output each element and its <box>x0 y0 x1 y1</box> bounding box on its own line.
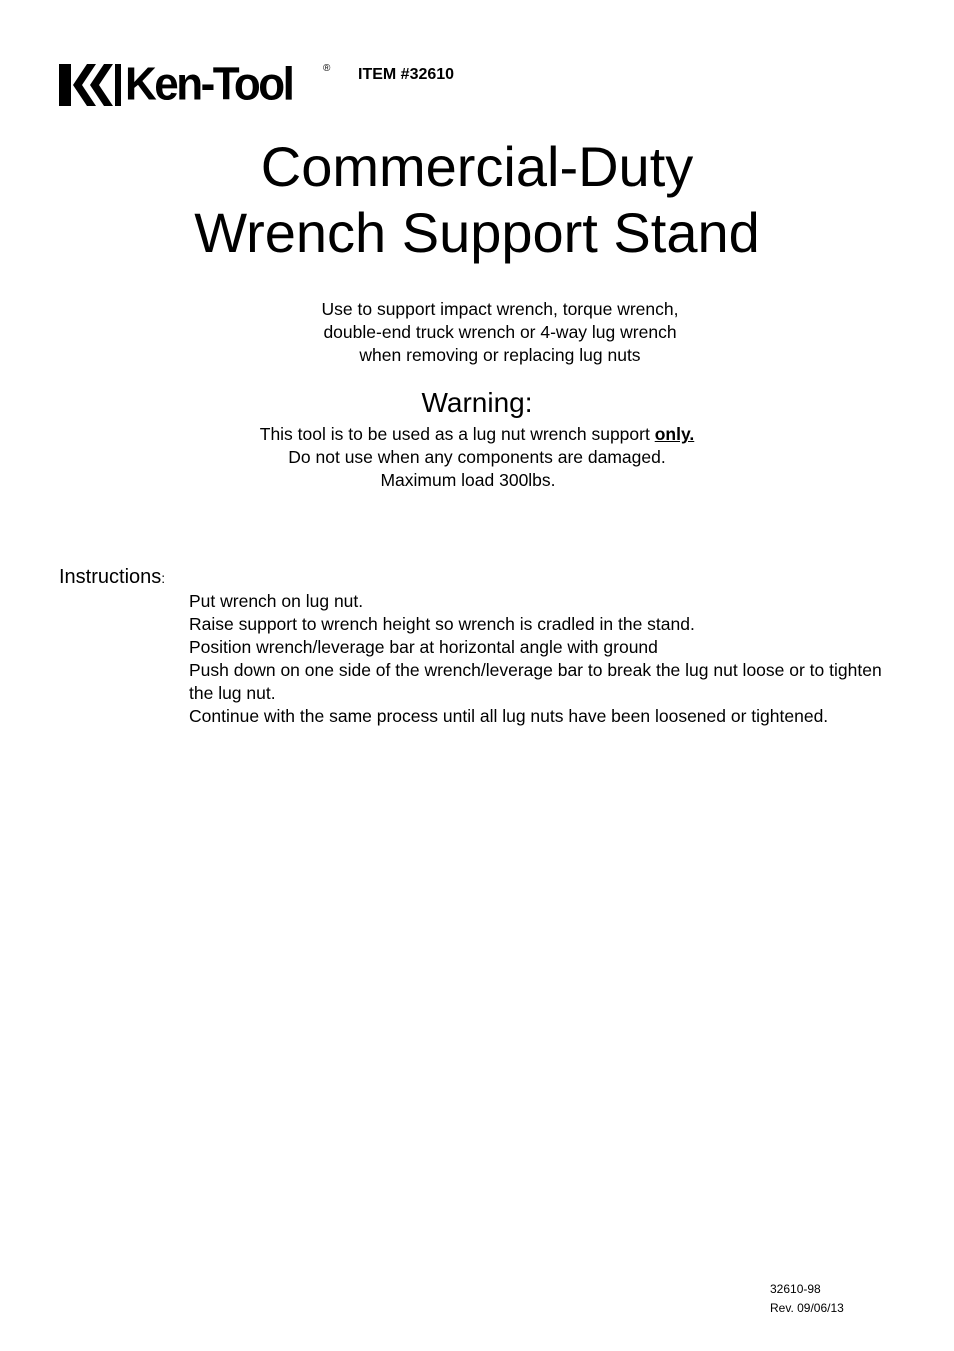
instruction-step: Raise support to wrench height so wrench is cradled in the stand. <box>189 614 695 634</box>
warning-line-1 <box>0 423 954 446</box>
warning-line-2: Do not use when any components are damaged. <box>288 447 666 467</box>
title-line-1: Commercial-Duty <box>260 135 694 198</box>
brand-logo <box>59 58 293 111</box>
ken-tool-logo-mark-icon <box>59 64 121 106</box>
instruction-step: Put wrench on lug nut. <box>189 591 364 611</box>
usage-line-2: double-end truck wrench or 4-way lug wrench <box>323 322 677 342</box>
revision-date: Rev. 09/06/13 <box>770 1301 844 1315</box>
warning-heading: Warning: <box>421 387 533 418</box>
instructions-colon: : <box>161 570 166 586</box>
warning-line-3: Maximum load 300lbs. <box>380 470 556 490</box>
warning-text <box>0 423 954 492</box>
instructions-heading <box>59 565 165 590</box>
item-number: ITEM #32610 <box>358 66 455 83</box>
usage-line-1: Use to support impact wrench, torque wrench, <box>321 299 679 319</box>
usage-description <box>300 298 700 367</box>
instruction-step: Position wrench/leverage bar at horizontal angle with ground <box>189 637 658 657</box>
usage-line-3: when removing or replacing lug nuts <box>359 345 641 365</box>
warning-emphasis: only. <box>654 424 695 444</box>
title-line-2: Wrench Support Stand <box>194 201 760 264</box>
brand-name: Ken-Tool <box>125 58 293 111</box>
warning-line-1-text: This tool is to be used as a lug nut wrench support <box>259 424 655 444</box>
instruction-step: Push down on one side of the wrench/leverage bar to break the lug nut loose or to tighten the lug nut. <box>189 660 882 703</box>
document-footer <box>770 1280 844 1318</box>
document-title <box>0 134 954 266</box>
instructions-list <box>189 590 889 728</box>
part-number: 32610-98 <box>770 1282 821 1296</box>
instructions-heading-text: Instructions <box>59 566 162 588</box>
registered-mark: ® <box>323 63 331 74</box>
instruction-step: Continue with the same process until all lug nuts have been loosened or tightened. <box>189 706 829 726</box>
